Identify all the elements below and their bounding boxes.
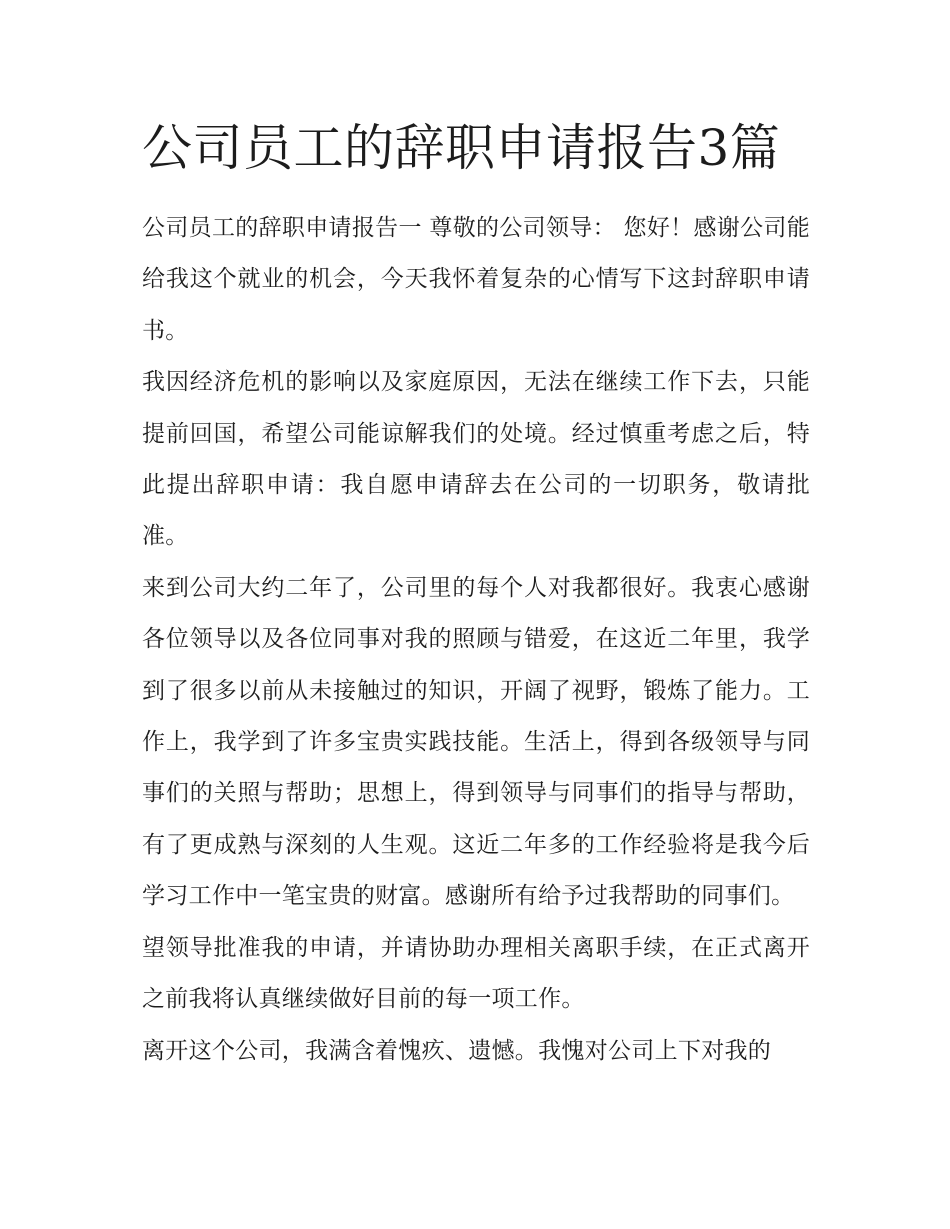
document-content bbox=[142, 118, 810, 1077]
paragraph-4: 望领导批准我的申请，并请协助办理相关离职手续，在正式离开之前我将认真继续做好目前的每一项工作。 bbox=[142, 934, 810, 1013]
document-title: 公司员工的辞职申请报告3篇 bbox=[142, 119, 781, 177]
paragraph-3: 来到公司大约二年了，公司里的每个人对我都很好。我衷心感谢各位领导以及各位同事对我的照顾与错爱，在这近二年里，我学到了很多以前从未接触过的知识，开阔了视野，锻炼了能力。工作上，我学到了许多宝贵实践技能。生活上，得到各级领导与同事们的关照与帮助；思想上，得到领导与同事们的指导与帮助，有了更成熟与深刻的人生观。这近二年多的工作经验将是我今后学习工作中一笔宝贵的财富。感谢所有给予过我帮助的同事们。 bbox=[142, 574, 810, 910]
paragraph-2: 我因经济危机的影响以及家庭原因，无法在继续工作下去，只能提前回国，希望公司能谅解我们的处境。经过慎重考虑之后，特此提出辞职申请：我自愿申请辞去在公司的一切职务，敬请批准。 bbox=[142, 369, 810, 550]
paragraph-5: 离开这个公司，我满含着愧疚、遗憾。我愧对公司上下对我的 bbox=[142, 1037, 772, 1064]
paragraph-1: 公司员工的辞职申请报告一 尊敬的公司领导： 您好！感谢公司能给我这个就业的机会，今天我怀着复杂的心情写下这封辞职申请书。 bbox=[142, 215, 810, 344]
document-body bbox=[142, 203, 810, 1077]
